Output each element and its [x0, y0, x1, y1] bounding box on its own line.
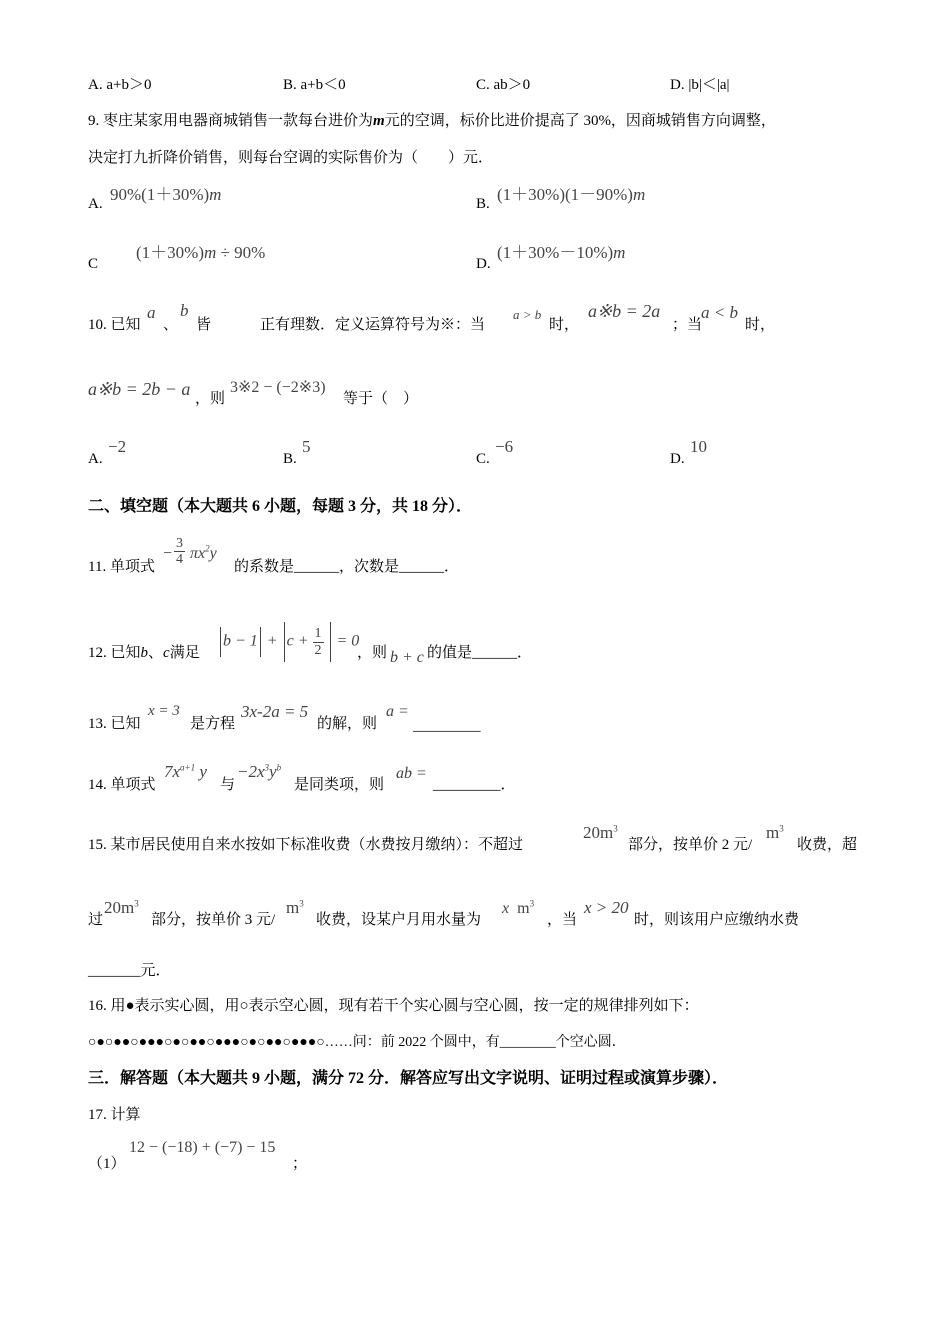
q10-option-d-label: D.	[670, 451, 685, 467]
q15-l1-pre: 15. 某市居民使用自来水按如下标准收费（水费按月缴纳）：不超过	[88, 837, 524, 853]
q15-cond: x > 20	[584, 898, 629, 917]
q10-def2: a※b = 2b − a	[88, 379, 191, 399]
q9-option-c-expr: (1＋30%)m ÷ 90%	[136, 243, 266, 262]
q11-monomial: $\pi x^2y$	[190, 543, 217, 562]
q13-mid: 是方程	[190, 716, 236, 732]
q11-post: 的系数是______，次数是______．	[234, 559, 460, 575]
q16-l2: ○●○●●○●●●○●○●●○●●●○●○●●○●●●○……问：前 2022 个圆中，有________个空心圆．	[88, 1035, 626, 1050]
q17-part1-expr: 12 − (−18) + (−7) − 15	[129, 1139, 276, 1156]
q10-t2: 皆	[196, 317, 212, 333]
q14-ab: ab =	[396, 765, 427, 782]
q13-post1: 的解，则	[317, 716, 378, 732]
q11-pre: 11. 单项式	[88, 559, 155, 575]
q10-t8: 等于（ ）	[343, 391, 419, 407]
q10-option-c-label: C.	[476, 451, 490, 467]
q11-frac: $\frac{3}{4}$	[176, 536, 183, 568]
q14-post1: 是同类项，则	[294, 777, 385, 793]
q12-post2: 的值是______．	[427, 645, 533, 661]
q10-t5: ；当	[672, 317, 703, 333]
q8-option-b: B. a+b＜0	[283, 77, 346, 93]
q12-bc: b + c	[390, 649, 424, 666]
q15-l3: _______元．	[88, 963, 171, 979]
q10-option-c-value: −6	[495, 437, 514, 456]
q12-equation: b − 1 + c + $\frac{1}{2}$ = 0	[218, 622, 359, 662]
section-2-heading: 二、填空题（本大题共 6 小题，每题 3 分，共 18 分）．	[88, 498, 473, 515]
q10-t6: 时，	[745, 317, 776, 333]
q13-pre: 13. 已知	[88, 716, 141, 732]
q10-expr: 3※2 − (−2※3)	[230, 379, 326, 396]
q8-option-c: C. ab＞0	[476, 77, 531, 93]
q9-option-a-expr: 90%(1＋30%)m	[110, 185, 222, 204]
q13-a: a =	[386, 703, 409, 720]
q9-option-c-label: C	[88, 256, 99, 272]
q14-term2: $-2x^3y^b$	[237, 762, 282, 781]
q14-post2: _________．	[433, 777, 516, 793]
q15-v20-a: $20m^3$	[583, 823, 618, 842]
q8-option-d: D. |b|＜|a|	[670, 77, 730, 93]
q10-sep: 、	[163, 317, 179, 333]
q10-a: a	[147, 303, 156, 322]
q14-pre: 14. 单项式	[88, 777, 156, 793]
q12-pre: 12. 已知b、c满足	[88, 645, 200, 661]
q9-option-b-label: B.	[476, 196, 490, 212]
q9-line2: 决定打九折降价销售，则每台空调的实际售价为（ ）元．	[88, 150, 494, 166]
q10-t1: 10. 已知	[88, 317, 141, 333]
q10-cond2: a < b	[701, 303, 738, 322]
q15-l2-pre: 过	[88, 912, 104, 928]
q12-post1: ，则	[357, 645, 388, 661]
q9-option-b-expr: (1＋30%)(1－90%)m	[497, 185, 646, 204]
q17-part1-end: ；	[292, 1156, 308, 1172]
q15-l1-mid: 部分，按单价 2 元/	[628, 837, 753, 853]
q10-t7: ，则	[195, 391, 226, 407]
q15-l2-mid: 部分，按单价 3 元/	[151, 912, 276, 928]
q15-x-unit: x $m^3$	[502, 898, 535, 917]
q15-unit-a: $m^3$	[766, 823, 784, 842]
q15-l1-post: 收费，超	[797, 837, 858, 853]
q10-def1: a※b = 2a	[588, 301, 661, 321]
q13-x: x = 3	[148, 703, 180, 719]
q10-b: b	[180, 301, 189, 320]
q13-blank: _________	[413, 718, 481, 734]
q8-option-a: A. a+b＞0	[88, 77, 152, 93]
q13-eq: 3x-2a = 5	[241, 702, 309, 721]
q17-part1-label: （1）	[88, 1156, 126, 1172]
q15-unit-b: $m^3$	[286, 898, 304, 917]
q10-option-a-value: −2	[108, 437, 127, 456]
q15-v20-b: $20m^3$	[104, 898, 139, 917]
q9-line1: 9. 枣庄某家用电器商城销售一款每台进价为m元的空调，标价比进价提高了 30%，因商城销售方向调整，	[88, 113, 776, 129]
q10-option-b-value: 5	[302, 437, 311, 456]
q17-title: 17. 计算	[88, 1107, 141, 1123]
q14-mid: 与	[220, 777, 236, 793]
section-3-heading: 三．解答题（本大题共 9 小题，满分 72 分．解答应写出文字说明、证明过程或演算步骤）．	[88, 1070, 729, 1087]
q10-option-d-value: 10	[690, 437, 707, 456]
q15-l2-mid3: ，当	[547, 912, 578, 928]
q11-minus: −	[163, 545, 173, 562]
q9-option-a-label: A.	[88, 196, 103, 212]
q16-l1: 16. 用●表示实心圆，用○表示空心圆，现有若干个实心圆与空心圆，按一定的规律排列如下：	[88, 998, 699, 1014]
q9-option-d-expr: (1＋30%－10%)m	[497, 243, 626, 262]
q15-l2-post: 时，则该用户应缴纳水费	[634, 912, 800, 928]
q15-l2-mid2: 收费，设某户月用水量为	[316, 912, 482, 928]
q10-option-a-label: A.	[88, 451, 103, 467]
q10-option-b-label: B.	[283, 451, 297, 467]
q10-t3: 正有理数．定义运算符号为※：当	[260, 317, 486, 333]
q10-t4: 时，	[549, 317, 580, 333]
q10-cond1: a > b	[513, 307, 542, 322]
q14-term1: $7x^{a+1}$ y	[164, 762, 207, 781]
q9-option-d-label: D.	[476, 256, 491, 272]
